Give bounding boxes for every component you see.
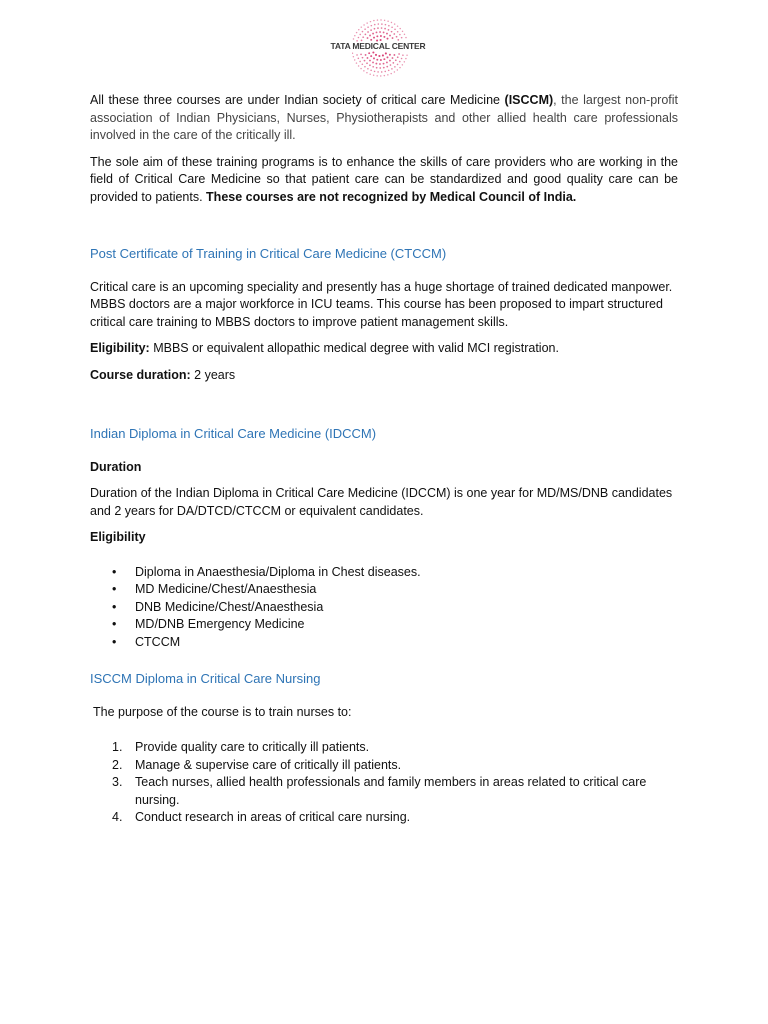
isccm-abbreviation: (ISCCM)	[504, 93, 554, 107]
logo-dot	[392, 37, 394, 39]
logo-dot	[383, 31, 385, 33]
logo-dot	[394, 71, 395, 72]
nursing-purpose-list	[90, 739, 678, 827]
logo-dot	[397, 31, 399, 33]
list-number: 4.	[112, 810, 123, 824]
idccm-duration-label: Duration	[90, 459, 142, 474]
list-text: Provide quality care to critically ill patients.	[135, 740, 370, 754]
list-item: • MD Medicine/Chest/Anaesthesia	[90, 581, 678, 599]
logo-dot	[353, 56, 354, 57]
logo-dot	[377, 27, 379, 29]
logo-dot	[364, 28, 366, 30]
logo-dot	[389, 60, 391, 62]
logo-dot	[365, 33, 367, 35]
logo-dot	[406, 54, 407, 55]
intro-p2-text: The sole aim of these training programs is to enhance the skills of care providers who are working in the field of Critical Care Medicine so that patient care can be standardized and good quality care can be provided to patients.	[90, 154, 678, 204]
logo-dot	[381, 23, 383, 25]
logo-dot	[386, 62, 388, 64]
logo-dot	[383, 36, 385, 38]
logo-dot	[384, 75, 385, 76]
logo-dot	[384, 71, 386, 73]
nursing-heading: ISCCM Diploma in Critical Care Nursing	[90, 671, 321, 686]
logo-text: TATA MEDICAL CENTER	[330, 41, 426, 51]
logo-dot	[399, 28, 400, 29]
logo-dot	[374, 28, 376, 30]
logo-dot	[363, 70, 364, 71]
logo-dot	[378, 55, 380, 57]
logo-dot	[376, 75, 377, 76]
logo-dot	[393, 33, 395, 35]
logo-dot	[373, 57, 375, 59]
intro-paragraph-1	[90, 92, 678, 145]
logo-dot	[379, 31, 381, 33]
logo-dot	[356, 32, 357, 33]
logo-dot	[385, 24, 387, 26]
logo-dot	[377, 19, 378, 20]
logo-dot	[373, 20, 374, 21]
logo-dot	[399, 61, 401, 63]
ctccm-description: Critical care is an upcoming speciality and presently has a huge shortage of trained dedicated manpower. MBBS doctors are a major workforce in ICU teams. This course has been proposed to impart structured critical care training to MBBS doctors to improve patient management skills.	[90, 279, 673, 329]
logo-dot	[405, 37, 406, 38]
logo-dot	[385, 52, 387, 54]
logo-dot	[370, 21, 371, 22]
list-item: • CTCCM	[90, 634, 678, 652]
logo-dot	[372, 51, 374, 53]
logo-dot	[402, 64, 403, 65]
logo-dot	[373, 37, 375, 39]
list-number: 3.	[112, 775, 123, 789]
logo-dot	[376, 35, 378, 37]
ctccm-eligibility-text: MBBS or equivalent allopathic medical degree with valid MCI registration.	[149, 341, 559, 355]
logo-dot	[389, 54, 391, 56]
logo-dot	[365, 54, 367, 56]
logo-dot	[369, 60, 371, 62]
logo-dot	[359, 34, 361, 36]
logo-dot	[382, 54, 384, 56]
logo-dot	[395, 59, 397, 61]
list-item	[90, 757, 678, 775]
logo-dot	[387, 20, 388, 21]
logo-dot	[352, 52, 353, 53]
logo-dot	[362, 31, 364, 33]
logo-dot	[380, 35, 382, 37]
logo-dot	[377, 71, 379, 73]
logo-dot	[370, 70, 372, 72]
intro-p1-text: All these three courses are under Indian society of critical care Medicine	[90, 93, 505, 107]
logo-dot	[362, 36, 364, 38]
logo-dot	[373, 75, 374, 76]
logo-dot	[367, 31, 369, 33]
logo-dot	[397, 64, 399, 66]
list-item	[90, 739, 678, 757]
logo-dot	[391, 22, 392, 23]
logo-dot	[362, 57, 364, 59]
list-item: • DNB Medicine/Chest/Anaesthesia	[90, 599, 678, 617]
logo-dot	[374, 24, 376, 26]
logo-dot	[394, 23, 395, 24]
ctccm-heading: Post Certificate of Training in Critical Care Medicine (CTCCM)	[90, 246, 447, 261]
logo-dot	[388, 29, 390, 31]
logo-dot	[372, 66, 374, 68]
logo-dot	[386, 56, 388, 58]
logo-dot	[401, 58, 403, 60]
logo-dot	[384, 20, 385, 21]
logo-dot	[360, 54, 362, 56]
logo-dot	[362, 63, 364, 65]
logo-dot	[368, 52, 370, 54]
logo-dot	[375, 63, 377, 65]
intro-p1-rest: , the largest non-profit association of Indian Physicians, Nurses, Physiotherapists and other allied health care professionals involved in the care of the critically ill.	[90, 93, 678, 142]
logo-dot	[392, 57, 394, 59]
logo-dot	[358, 29, 359, 30]
logo-dot	[391, 31, 393, 33]
logo-dot	[364, 60, 366, 62]
list-text: Conduct research in areas of critical care nursing.	[135, 810, 411, 824]
logo-dot	[393, 54, 395, 56]
logo-dot	[404, 34, 405, 35]
logo-dot	[391, 26, 393, 28]
logo-dot	[358, 58, 360, 60]
logo-dot	[370, 29, 372, 31]
logo-dot	[372, 33, 374, 35]
nursing-intro: The purpose of the course is to train nurses to:	[93, 704, 352, 719]
logo-dot	[394, 29, 396, 31]
tata-medical-center-logo	[326, 18, 430, 78]
logo-dot	[367, 37, 369, 39]
logo-dot	[397, 56, 399, 58]
list-item: • MD/DNB Emergency Medicine	[90, 616, 678, 634]
logo-dot	[354, 35, 355, 36]
logo-dot	[353, 38, 354, 39]
ctccm-duration-label: Course duration:	[90, 367, 191, 382]
logo-dot	[367, 26, 369, 28]
logo-dot	[401, 37, 403, 39]
logo-dot	[387, 74, 388, 75]
logo-dot	[379, 63, 381, 65]
logo-dot	[402, 54, 404, 56]
logo-dot	[380, 59, 382, 61]
idccm-heading: Indian Diploma in Critical Care Medicine (IDCCM)	[90, 426, 377, 441]
logo-dot	[366, 72, 367, 73]
logo-dot	[380, 19, 381, 20]
logo-dot	[369, 64, 371, 66]
logo-dot	[384, 28, 386, 30]
logo-dot	[363, 24, 364, 25]
logo-dot	[370, 55, 372, 57]
logo-dot	[359, 61, 361, 63]
logo-dot	[390, 64, 392, 66]
list-text: Teach nurses, allied health professionals and family members in areas related to critical care nursing.	[135, 775, 647, 807]
logo-dot	[389, 35, 391, 37]
list-text: Manage & supervise care of critically ill patients.	[135, 757, 402, 772]
logo-dot	[399, 67, 400, 68]
logo-dot	[404, 61, 405, 62]
logo-dot	[358, 37, 360, 39]
logo-dot	[398, 53, 400, 55]
logo-dot	[380, 75, 381, 76]
logo-dot	[371, 25, 373, 27]
intro-paragraph-2	[90, 154, 678, 207]
logo-dot	[383, 63, 385, 65]
logo-dot	[378, 23, 380, 25]
list-number: 1.	[112, 740, 123, 754]
logo-dot	[396, 36, 398, 38]
logo-dot	[386, 66, 388, 68]
ctccm-eligibility	[90, 340, 678, 358]
logo-dot	[358, 65, 359, 66]
logo-dot	[376, 59, 378, 61]
logo-dot	[356, 54, 358, 56]
logo-dot	[376, 67, 378, 69]
logo-dot	[360, 68, 361, 69]
logo-dot	[369, 73, 370, 74]
logo-dot	[381, 71, 383, 73]
mci-disclaimer: These courses are not recognized by Medical Council of India.	[206, 189, 577, 204]
logo-dot	[369, 35, 371, 37]
logo-dot	[364, 66, 366, 68]
logo-dot	[388, 70, 390, 72]
logo-dot	[402, 31, 403, 32]
logo-dot	[367, 68, 369, 70]
idccm-eligibility-list	[90, 564, 678, 652]
logo-dot	[383, 58, 385, 60]
ctccm-duration	[90, 367, 678, 385]
logo-dot	[386, 33, 388, 35]
logo-dot	[372, 61, 374, 63]
logo-dot	[379, 67, 381, 69]
ctccm-eligibility-label: Eligibility:	[90, 341, 150, 355]
logo-dot	[383, 67, 385, 69]
logo-dot	[390, 73, 391, 74]
list-item	[90, 809, 678, 827]
ctccm-duration-text: 2 years	[190, 367, 236, 382]
logo-dot	[381, 27, 383, 29]
list-number: 2.	[112, 757, 123, 772]
logo-dot	[387, 38, 389, 40]
logo-dot	[366, 62, 368, 64]
logo-dot	[366, 22, 367, 23]
logo-dot	[354, 59, 355, 60]
logo-dot	[392, 62, 394, 64]
logo-dot	[391, 68, 393, 70]
logo-dot	[397, 25, 398, 26]
logo-dot	[388, 25, 390, 27]
document-content	[90, 92, 678, 827]
logo-dot	[405, 58, 406, 59]
list-item	[90, 774, 678, 809]
logo-dot	[375, 54, 377, 56]
logo-dot	[397, 69, 398, 70]
logo-dot	[361, 26, 362, 27]
logo-dot	[394, 66, 396, 68]
idccm-duration-text: Duration of the Indian Diploma in Critical Care Medicine (IDCCM) is one year for MD/MS/DNB candidates and 2 years for DA/DTCD/CTCCM or equivalent candidates.	[90, 486, 673, 518]
logo-dot	[399, 34, 401, 36]
logo-dot	[374, 71, 376, 73]
idccm-eligibility-label: Eligibility	[90, 530, 146, 544]
logo-dot	[356, 62, 357, 63]
logo-dot	[376, 31, 378, 33]
logo-dot	[367, 57, 369, 59]
list-item: • Diploma in Anaesthesia/Diploma in Chest diseases.	[90, 564, 678, 582]
